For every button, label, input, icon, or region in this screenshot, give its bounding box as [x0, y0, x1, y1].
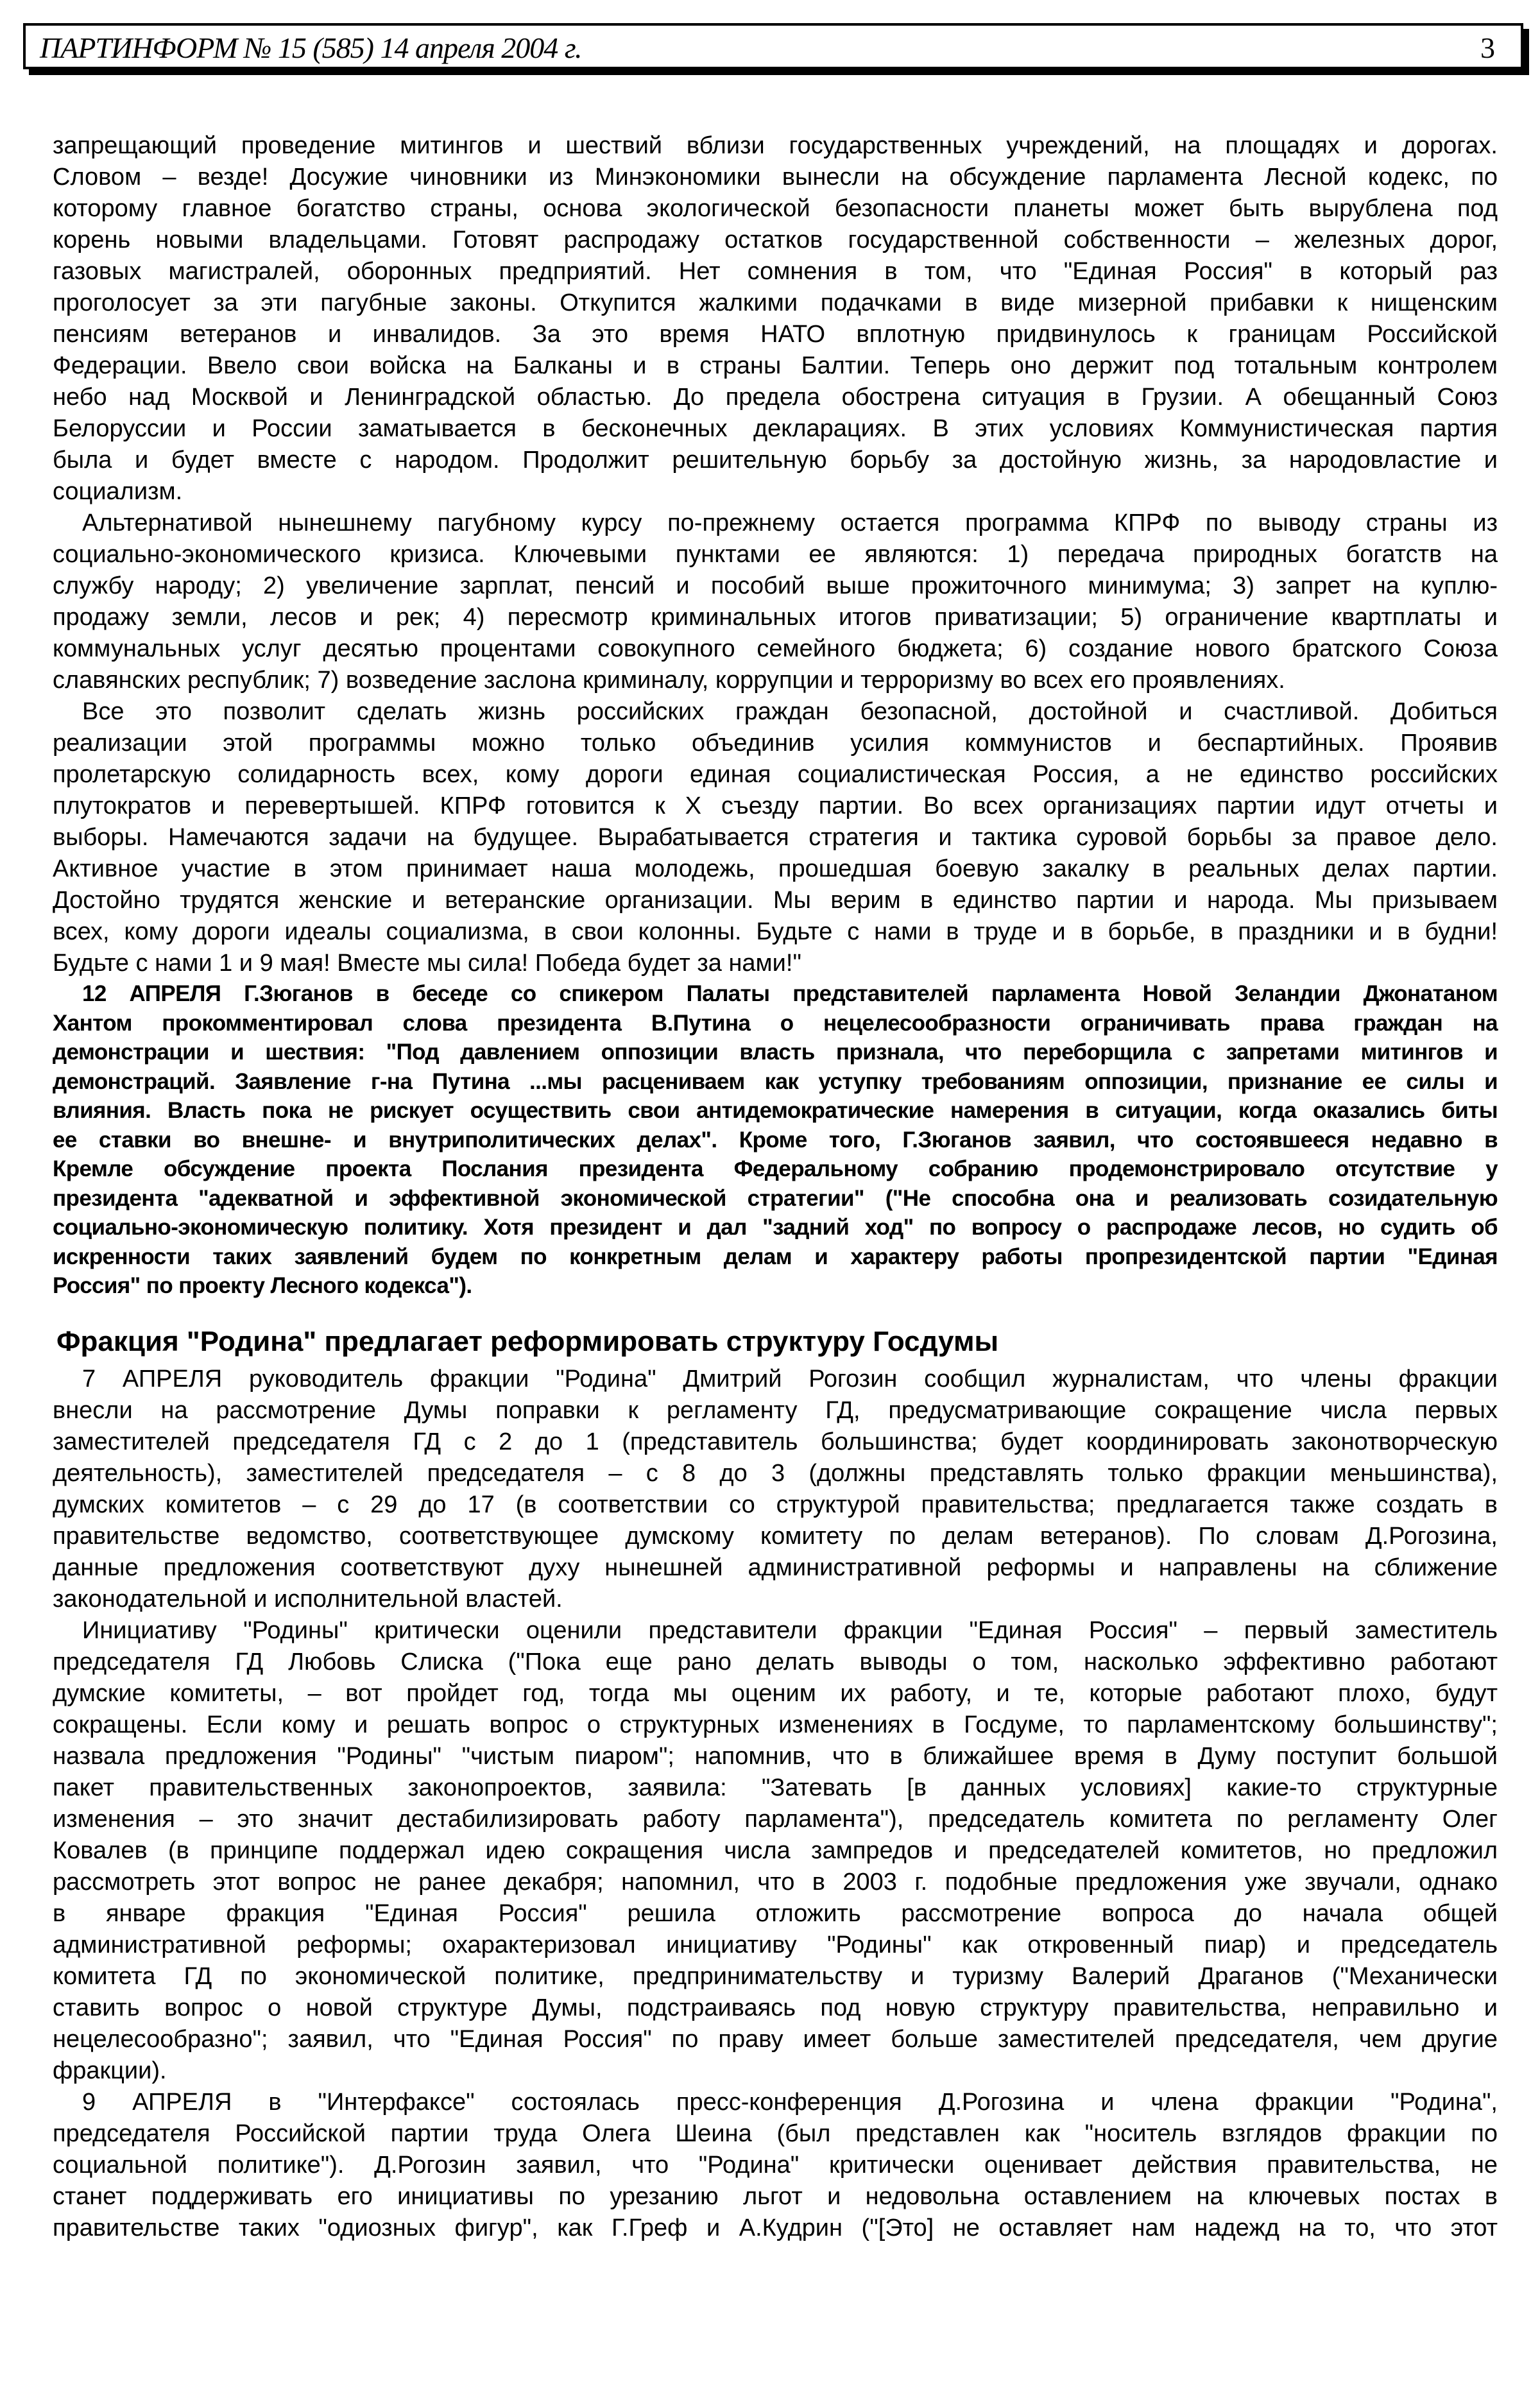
paragraph — [53, 2087, 1498, 2244]
text-line: изменения – это значит дестабилизировать работу парламента"), председатель комитета по регламенту Олег — [53, 1806, 1498, 1833]
text-line: Инициативу "Родины" критически оценили представители фракции "Единая Россия" – первый заместитель — [82, 1617, 1498, 1644]
text-line: выборы. Намечаются задачи на будущее. Вырабатывается стратегия и тактика суровой борьбы за правое дело. — [53, 824, 1498, 851]
text-line: газовых магистралей, оборонных предприятий. Нет сомнения в том, что "Единая Россия" в который раз — [53, 258, 1498, 285]
text-line: нецелесообразно"; заявил, что "Единая Россия" по праву имеет больше заместителей председателя, чем другие — [53, 2026, 1498, 2053]
paragraph — [53, 1615, 1498, 2087]
text-line: проголосует за эти пагубные законы. Откупится жалкими подачками в виде мизерной прибавки к нищенским — [53, 289, 1498, 316]
text-line: рассмотреть этот вопрос не ранее декабря; напомнил, что в 2003 г. подобные предложения уже звучали, однако — [53, 1869, 1498, 1896]
text-line: думских комитетов – с 29 до 17 (в соответствии со структурой правительства; предлагается также создать в — [53, 1491, 1498, 1518]
text-line: которому главное богатство страны, основа экологической безопасности планеты может быть вырублена под — [53, 195, 1498, 222]
text-line: назвала предложения "Родины" "чистым пиаром"; напомнив, что в ближайшее время в Думу поступит большой — [53, 1743, 1498, 1770]
publication-title: ПАРТИНФОРМ № 15 (585) 14 апреля 2004 г. — [40, 31, 582, 64]
paragraph — [53, 1364, 1498, 1615]
text-line: социальной политике"). Д.Рогозин заявил, что "Родина" критически оценивает действия правительства, не — [53, 2152, 1498, 2179]
text-line: Будьте с нами 1 и 9 мая! Вместе мы сила! Победа будет за нами!" — [53, 950, 801, 977]
article-body-bottom — [53, 1364, 1498, 2244]
text-line: Россия" по проекту Лесного кодекса"). — [53, 1273, 472, 1298]
text-line: президента "адекватной и эффективной экономической стратегии" ("Не способна она и реализовать созидательную — [53, 1185, 1498, 1211]
text-line: данные предложения соответствуют духу нынешней административной реформы и направлены на сближение — [53, 1554, 1498, 1581]
text-line: Белоруссии и России заматывается в бесконечных декларациях. В этих условиях Коммунистическая партия — [53, 415, 1498, 442]
paragraph — [53, 508, 1498, 696]
text-line: деятельность), заместителей председателя – с 8 до 3 (должны представлять только фракции меньшинства), — [53, 1460, 1498, 1487]
text-line: всех, кому дороги идеалы социализма, в свои колонны. Будьте с нами в труде и в борьбе, в праздники и в будни! — [53, 918, 1498, 945]
text-line: плутократов и перевертышей. КПРФ готовится к X съезду партии. Во всех организациях партии идут отчеты и — [53, 793, 1498, 819]
text-line: социально-экономического кризиса. Ключевыми пунктами ее являются: 1) передача природных богатств на — [53, 541, 1498, 568]
text-line: демонстраций. Заявление г-на Путина ...мы расцениваем как уступку требованиям оппозиции, признание ее силы и — [53, 1068, 1498, 1094]
text-line: небо над Москвой и Ленинградской областью. До предела обострена ситуация в Грузии. А обещанный Союз — [53, 384, 1498, 411]
text-line: службу народу; 2) увеличение зарплат, пенсий и пособий выше прожиточного минимума; 3) запрет на куплю- — [53, 572, 1498, 599]
text-line: социализм. — [53, 478, 183, 505]
text-line: Словом – везде! Досужие чиновники из Минэкономики вынесли на обсуждение парламента Лесной кодекс, по — [53, 164, 1498, 191]
text-line: Все это позволит сделать жизнь российских граждан безопасной, достойной и счастливой. Добиться — [82, 698, 1498, 725]
text-line: Активное участие в этом принимает наша молодежь, прошедшая боевую закалку в реальных делах партии. — [53, 855, 1498, 882]
article-body-top — [53, 130, 1498, 979]
text-line: коммунальных услуг десятью процентами совокупного семейного бюджета; 6) создание нового братского Союза — [53, 635, 1498, 662]
page-header — [23, 23, 1523, 69]
page-number: 3 — [1480, 31, 1495, 64]
text-line: Федерации. Ввело свои войска на Балканы и в страны Балтии. Теперь оно держит под тотальным контролем — [53, 352, 1498, 379]
text-line: административной реформы; охарактеризовал инициативу "Родины" как откровенный пиар) и председатель — [53, 1932, 1498, 1958]
text-line: 7 АПРЕЛЯ руководитель фракции "Родина" Дмитрий Рогозин сообщил журналистам, что члены фракции — [82, 1366, 1498, 1392]
text-line: Ковалев (в принципе поддержал идею сокращения числа зампредов и председателей комитетов, но предложил — [53, 1837, 1498, 1864]
text-line: Хантом прокомментировал слова президента В.Путина о нецелесообразности ограничивать права граждан на — [53, 1010, 1498, 1036]
text-line: запрещающий проведение митингов и шествий вблизи государственных учреждений, на площадях и дорогах. — [53, 132, 1498, 159]
text-line: демонстрации и шествия: "Под давлением оппозиции власть признала, что переборщила с запретами митингов и — [53, 1040, 1498, 1065]
text-line: фракции). — [53, 2057, 167, 2084]
text-line: реализации этой программы можно только объединив усилия коммунистов и беспартийных. Проявив — [53, 730, 1498, 757]
text-line: председателя ГД Любовь Слиска ("Пока еще рано делать выводы о том, насколько эффективно работают — [53, 1649, 1498, 1675]
text-line: станет поддерживать его инициативы по урезанию льгот и недовольна оставлением на ключевых постах в — [53, 2183, 1498, 2210]
text-line: председателя Российской партии труда Олега Шеина (был представлен как "носитель взглядов фракции по — [53, 2120, 1498, 2147]
text-line: продажу земли, лесов и рек; 4) пересмотр криминальных итогов приватизации; 5) ограничение квартплаты и — [53, 604, 1498, 631]
text-line: правительстве таких "одиозных фигур", как Г.Греф и А.Кудрин ("[Это] не оставляет нам надежд на то, что этот — [53, 2215, 1498, 2241]
text-line: 12 АПРЕЛЯ Г.Зюганов в беседе со спикером Палаты представителей парламента Новой Зеландии Джонатаном — [82, 981, 1498, 1006]
text-line: заместителей председателя ГД с 2 до 1 (представитель большинства; будет координировать законотворческую — [53, 1428, 1498, 1455]
text-line: была и будет вместе с народом. Продолжит решительную борьбу за достойную жизнь, за народовластие и — [53, 447, 1498, 474]
text-line: пенсиям ветеранов и инвалидов. За это время НАТО вплотную придвинулось к границам Российской — [53, 321, 1498, 348]
paragraph — [53, 696, 1498, 979]
text-line: комитета ГД по экономической политике, предпринимательству и туризму Валерий Драганов ("Механически — [53, 1963, 1498, 1990]
text-line: думские комитеты, – вот пройдет год, тогда мы оценим их работу, и те, которые работают плохо, будут — [53, 1680, 1498, 1707]
text-line: внесли на рассмотрение Думы поправки к регламенту ГД, предусматривающие сокращение числа первых — [53, 1397, 1498, 1424]
text-line: в январе фракция "Единая Россия" решила отложить рассмотрение вопроса до начала общей — [53, 1900, 1498, 1927]
bold-news-paragraph — [53, 979, 1498, 1301]
text-line: сокращены. Если кому и решать вопрос о структурных изменениях в Госдуме, то парламентскому большинству"; — [53, 1711, 1498, 1738]
text-line: ставить вопрос о новой структуре Думы, подстраиваясь под новую структуру правительства, неправильно и — [53, 1994, 1498, 2021]
text-line: 9 АПРЕЛЯ в "Интерфаксе" состоялась пресс-конференция Д.Рогозина и члена фракции "Родина", — [82, 2089, 1498, 2116]
text-line: искренности таких заявлений будем по конкретным делам и характеру работы пропрезидентской партии "Единая — [53, 1244, 1498, 1269]
text-line: правительстве ведомство, соответствующее думскому комитету по делам ветеранов). По словам Д.Рогозина, — [53, 1523, 1498, 1550]
section-heading: Фракция "Родина" предлагает реформировать структуру Госдумы — [56, 1326, 999, 1357]
text-line: законодательной и исполнительной властей. — [53, 1586, 563, 1613]
text-line: Альтернативой нынешнему пагубному курсу по-прежнему остается программа КПРФ по выводу страны из — [82, 510, 1498, 536]
text-line: влияния. Власть пока не рискует осуществить свои антидемократические намерения в ситуации, когда оказались биты — [53, 1098, 1498, 1123]
text-line: корень новыми владельцами. Готовят распродажу остатков государственной собственности – железных дорог, — [53, 227, 1498, 253]
text-line: славянских республик; 7) возведение заслона криминалу, коррупции и терроризму во всех его проявлениях. — [53, 667, 1285, 694]
text-line: пролетарскую солидарность всех, кому дороги единая социалистическая Россия, а не единство российских — [53, 761, 1498, 788]
text-line: Достойно трудятся женские и ветеранские организации. Мы верим в единство партии и народа. Мы призываем — [53, 887, 1498, 914]
text-line: Кремле обсуждение проекта Послания президента Федеральному собранию продемонстрировало отсутствие у — [53, 1156, 1498, 1181]
text-line: социально-экономическую политику. Хотя президент и дал "задний ход" по вопросу о распродаже лесов, но судить об — [53, 1215, 1498, 1240]
paragraph — [53, 130, 1498, 508]
text-line: пакет правительственных законопроектов, заявила: "Затевать [в данных условиях] какие-то структурные — [53, 1774, 1498, 1801]
text-line: ее ставки во внешне- и внутриполитических делах". Кроме того, Г.Зюганов заявил, что состоявшееся недавно в — [53, 1127, 1498, 1152]
